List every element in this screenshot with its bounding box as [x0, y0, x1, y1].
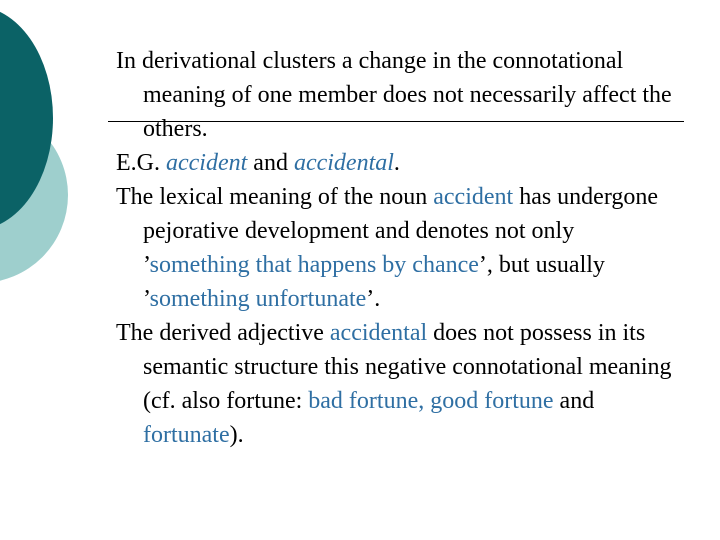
- body-paragraph: [116, 44, 686, 146]
- paragraph-text: and: [247, 150, 294, 176]
- paragraph-text: has undergone pejorative development and denotes not only ’: [143, 184, 659, 278]
- highlighted-term: something that happens by chance: [149, 252, 479, 278]
- highlighted-term: accident: [433, 184, 514, 210]
- paragraph-text: ’, but usually ’: [143, 252, 605, 312]
- paragraph-text: .: [393, 150, 400, 176]
- body-paragraph: [116, 146, 686, 180]
- paragraph-text: The lexical meaning of the noun: [116, 184, 434, 210]
- paragraph-text: ’.: [366, 286, 381, 312]
- highlighted-term: accidental: [329, 320, 428, 346]
- highlighted-term: something unfortunate: [149, 286, 367, 312]
- slide-decoration: [0, 0, 90, 300]
- body-paragraph: [116, 180, 686, 316]
- slide-body: [116, 44, 686, 452]
- highlighted-example-word: accident: [166, 150, 248, 176]
- paragraph-text: In derivational clusters a change in the connotational meaning of one member does not necessarily affect the others.: [116, 48, 672, 142]
- highlighted-term: fortunate: [143, 422, 230, 448]
- highlighted-term: bad fortune, good fortune: [308, 388, 554, 414]
- paragraph-text: does not possess in its semantic structure this negative connotational meaning (cf. also fortune:: [143, 320, 672, 414]
- paragraph-text: and: [553, 388, 595, 414]
- paragraph-text: E.G.: [116, 150, 166, 176]
- body-paragraph: [116, 316, 686, 452]
- paragraph-text: The derived adjective: [116, 320, 330, 346]
- highlighted-example-word: accidental: [293, 150, 394, 176]
- paragraph-text: ).: [229, 422, 244, 448]
